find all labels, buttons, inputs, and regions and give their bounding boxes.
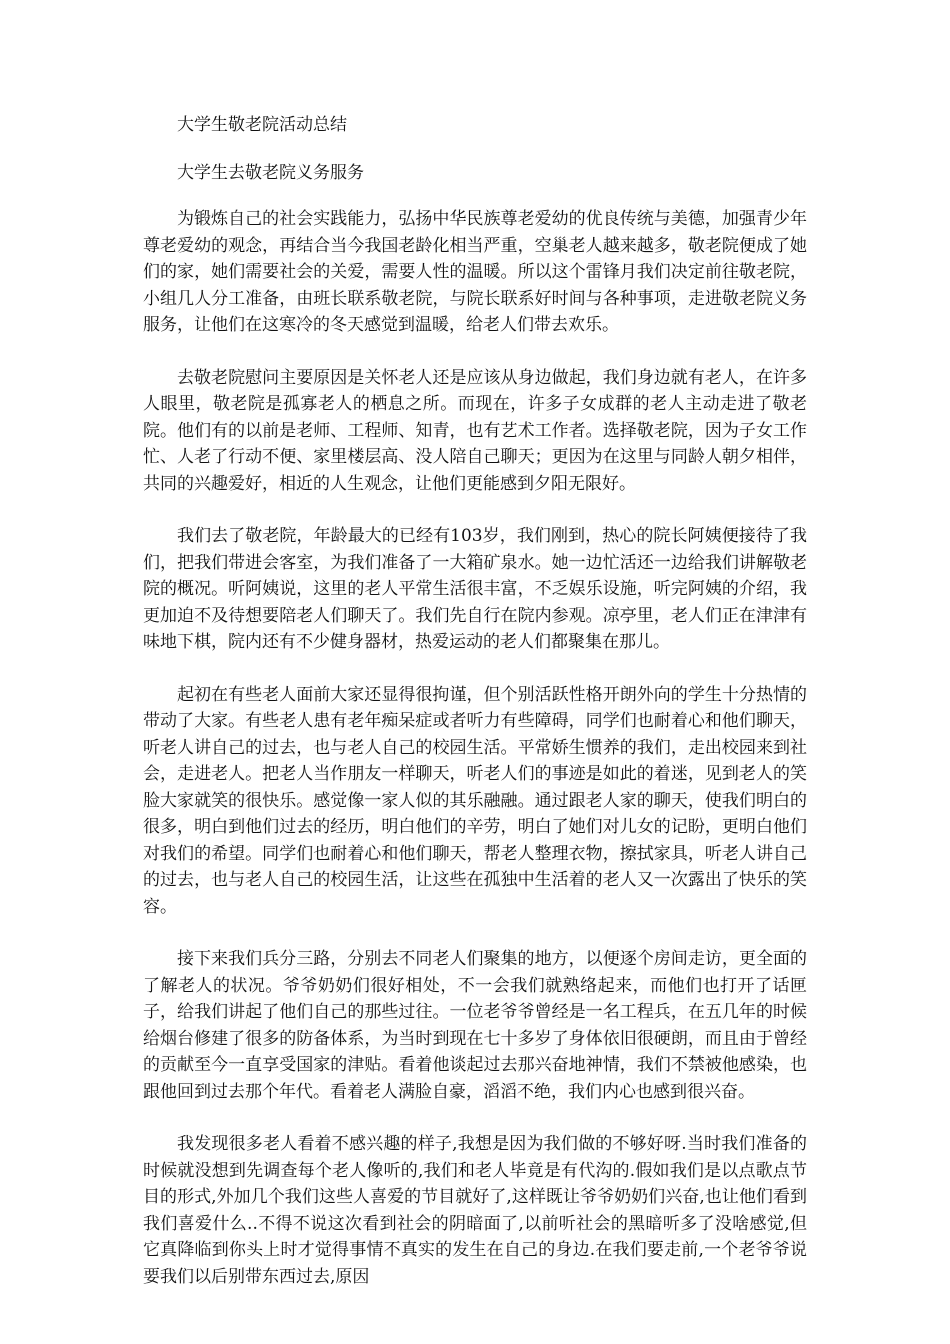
paragraph-1: 为锻炼自己的社会实践能力，弘扬中华民族尊老爱幼的优良传统与美德，加强青少年尊老爱幼的观念，再结合当今我国老龄化相当严重，空巢老人越来越多，敬老院便成了她们的家，她们需要社会的关爱，需要人性的温暖。所以这个雷锋月我们决定前往敬老院，小组几人分工准备，由班长联系敬老院，与院长联系好时间与各种事项，走进敬老院义务服务，让他们在这寒冷的冬天感觉到温暖，给老人们带去欢乐。 <box>143 209 807 335</box>
paragraph-2: 去敬老院慰问主要原因是关怀老人还是应该从身边做起，我们身边就有老人，在许多人眼里，敬老院是孤寡老人的栖息之所。而现在，许多子女成群的老人主动走进了敬老院。他们有的以前是老师、工程师、知青，也有艺术工作者。选择敬老院，因为子女工作忙、人老了行动不便、家里楼层高、没人陪自己聊天；更因为在这里与同龄人朝夕相伴，共同的兴趣爱好，相近的人生观念，让他们更能感到夕阳无限好。 <box>143 367 807 494</box>
document-subtitle: 大学生去敬老院义务服务 <box>177 163 364 183</box>
paragraph-6: 我发现很多老人看着不感兴趣的样子,我想是因为我们做的不够好呀.当时我们准备的时候就没想到先调查每个老人像听的,我们和老人毕竟是有代沟的.假如我们是以点歌点节目的形式,外加几个我们这些人喜爱的节目就好了,这样既让爷爷奶奶们兴奋,也让他们看到我们喜爱什么..不得不说这次看到社会的阴暗面了,以前听社会的黑暗听多了没啥感觉,但它真降临到你头上时才觉得事情不真实的发生在自己的身边.在我们要走前,一个老爷爷说要我们以后别带东西过去,原因 <box>143 1134 807 1287</box>
paragraph-3: 我们去了敬老院，年龄最大的已经有103岁，我们刚到，热心的院长阿姨便接待了我们，把我们带进会客室，为我们准备了一大箱矿泉水。她一边忙活还一边给我们讲解敬老院的概况。听阿姨说，这里的老人平常生活很丰富，不乏娱乐设施，听完阿姨的介绍，我更加迫不及待想要陪老人们聊天了。我们先自行在院内参观。凉亭里，老人们正在津津有味地下棋，院内还有不少健身器材，热爱运动的老人们都聚集在那儿。 <box>143 526 807 652</box>
paragraph-5: 接下来我们兵分三路，分别去不同老人们聚集的地方，以便逐个房间走访，更全面的了解老人的状况。爷爷奶奶们很好相处，不一会我们就熟络起来，而他们也打开了话匣子，给我们讲起了他们自己的那些过往。一位老爷爷曾经是一名工程兵，在五几年的时候给烟台修建了很多的防备体系，为当时到现在七十多岁了身体依旧很硬朗，而且由于曾经的贡献至今一直享受国家的津贴。看着他谈起过去那兴奋地神情，我们不禁被他感染，也跟他回到过去那个年代。看着老人满脸自豪，滔滔不绝，我们内心也感到很兴奋。 <box>143 949 807 1102</box>
paragraph-4: 起初在有些老人面前大家还显得很拘谨，但个别活跃性格开朗外向的学生十分热情的带动了大家。有些老人患有老年痴呆症或者听力有些障碍，同学们也耐着心和他们聊天，听老人讲自己的过去，也与老人自己的校园生活。平常娇生惯养的我们，走出校园来到社会，走进老人。把老人当作朋友一样聊天，听老人们的事迹是如此的着迷，见到老人的笑脸大家就笑的很快乐。感觉像一家人似的其乐融融。通过跟老人家的聊天，使我们明白的很多，明白到他们过去的经历，明白他们的辛劳，明白了她们对儿女的记盼，更明白他们对我们的希望。同学们也耐着心和他们聊天，帮老人整理衣物，擦拭家具，听老人讲自己的过去，也与老人自己的校园生活，让这些在孤独中生活着的老人又一次露出了快乐的笑容。 <box>143 684 807 917</box>
document-title: 大学生敬老院活动总结 <box>177 115 347 135</box>
